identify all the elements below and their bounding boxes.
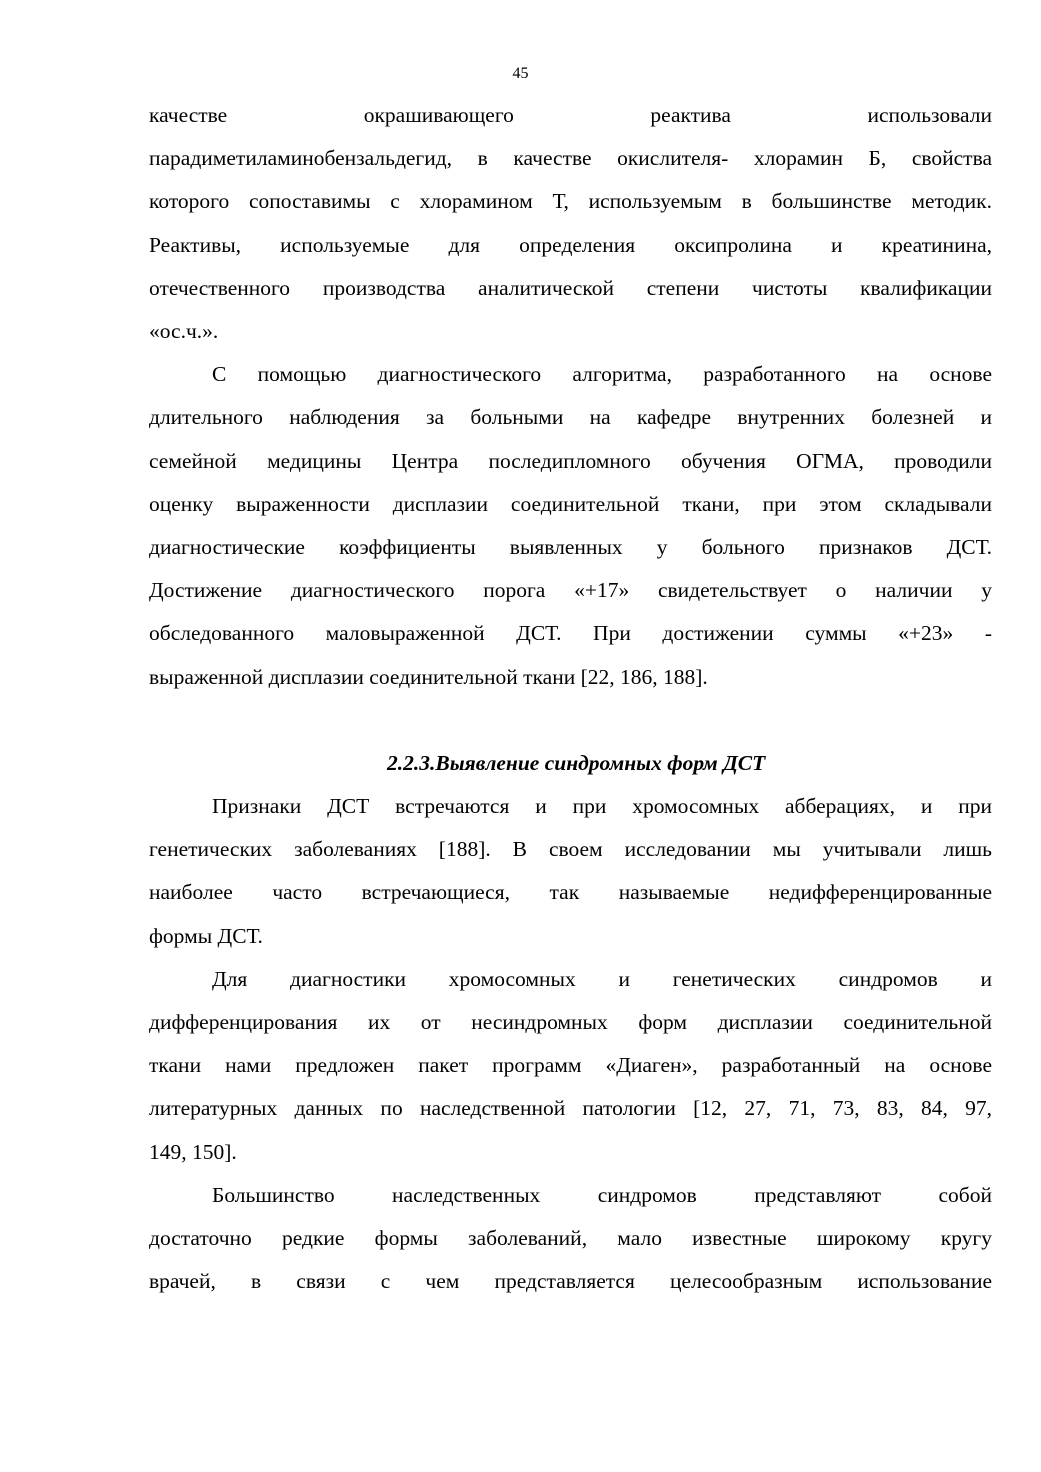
paragraph-algorithm [149,353,992,699]
paragraph-reagents [149,94,992,353]
text-line: качестве окрашивающего реактива использовали [149,103,992,127]
section-heading: 2.2.3.Выявление синдромных форм ДСТ [387,750,766,775]
text-line: диагностические коэффициенты выявленных у больного признаков ДСТ. [149,535,992,560]
text-line: ткани нами предложен пакет программ «Диаген», разработанный на основе [149,1053,992,1078]
text-line: Признаки ДСТ встречаются и при хромосомных абберациях, и при [212,794,992,819]
text-line: 149, 150]. [149,1139,237,1164]
text-line: семейной медицины Центра последипломного обучения ОГМА, проводили [149,448,992,473]
text-line: врачей, в связи с чем представляется целесообразным использование [149,1269,992,1294]
text-line: выраженной дисплазии соединительной ткани [22, 186, 188]. [149,664,708,689]
text-line: оценку выраженности дисплазии соединительной ткани, при этом складывали [149,491,992,516]
text-line: С помощью диагностического алгоритма, разработанного на основе [212,362,992,387]
text-line: Реактивы, используемые для определения оксипролина и креатинина, [149,232,992,257]
text-line: литературных данных по наследственной патологии [12, 27, 71, 73, 83, 84, 97, [149,1096,992,1121]
paragraph-signs [149,785,992,958]
text-line: отечественного производства аналитической степени чистоты квалификации [149,275,992,300]
text-line: формы ДСТ. [149,923,263,948]
page-body [149,94,992,1303]
text-line: генетических заболеваниях [188]. В своем исследовании мы учитывали лишь [149,837,992,862]
paragraph-hereditary [149,1174,992,1304]
text-line: достаточно редкие формы заболеваний, мало известные широкому кругу [149,1226,992,1251]
text-line: длительного наблюдения за больными на кафедре внутренних болезней и [149,405,992,430]
text-line: Достижение диагностического порога «+17» свидетельствует о наличии у [149,578,992,603]
text-line: Для диагностики хромосомных и генетических синдромов и [212,966,992,991]
text-line: «ос.ч.». [149,319,219,344]
text-line: наиболее часто встречающиеся, так называемые недифференцированные [149,880,992,905]
text-line: дифференцирования их от несиндромных форм дисплазии соединительной [149,1010,992,1035]
text-line: которого сопоставимы с хлорамином Т, используемым в большинстве методик. [149,189,992,214]
text-line: парадиметиламинобензальдегид, в качестве окислителя- хлорамин Б, свойства [149,146,992,171]
text-line: Большинство наследственных синдромов представляют собой [212,1182,992,1207]
paragraph-diagen [149,958,992,1174]
page-number: 45 [512,65,529,82]
text-line: обследованного маловыраженной ДСТ. При достижении суммы «+23» - [149,621,992,646]
section-spacer [149,699,992,742]
